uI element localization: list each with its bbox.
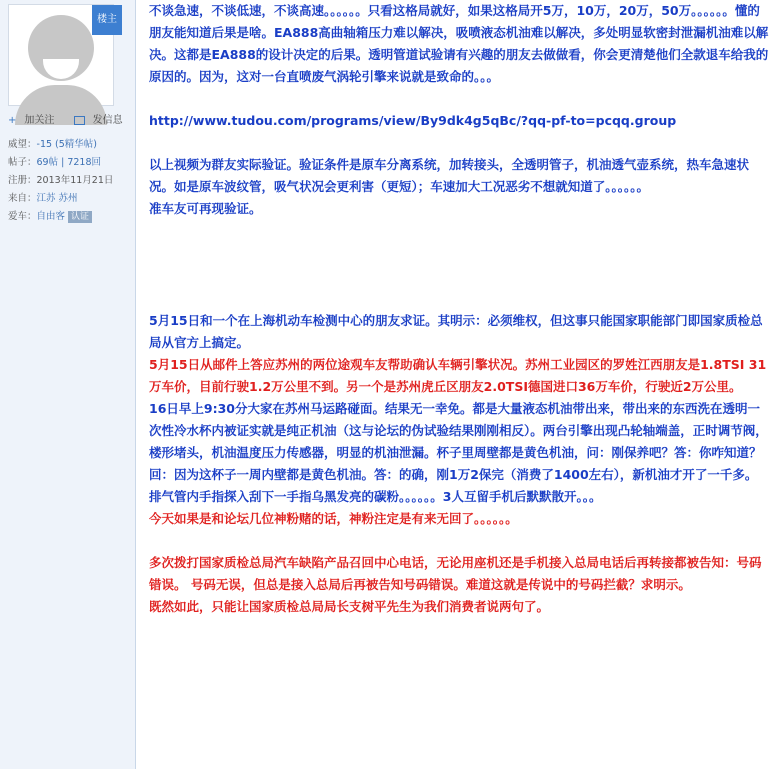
from-value[interactable]: 江苏 苏州 xyxy=(36,193,78,204)
message-button[interactable]: 发信息 xyxy=(74,115,131,126)
author-info xyxy=(8,136,113,226)
post-paragraph: 5月15日和一个在上海机动车检测中心的朋友求证。其明示：必须维权，但这事只能国家职能部门即国家质检总局从官方上搞定。 xyxy=(149,313,763,350)
post-paragraph: 16日早上9:30分大家在苏州马运路碰面。结果无一幸免。都是大量液态机油带出来，带出来的东西洗在透明一次性冷水杯内被证实就是纯正机油（这与论坛的伪试验结果刚刚相反）。两台引擎出现凸轮轴端盖，正时调节阀，楼形堵头，机油温度压力传感器，明显的机油泄漏。杯子里周壁都是黄色机油，问：刚保养吧？答：你咋知道？回：因为这杯子一周内壁都是黄色机油。答：的确，刚1万2保完（消费了1400左右），新机油才开了一千多。排气管内手指探入刮下一手指乌黑发亮的碳粉。。。。。。3人互留手机后默默散开。。。 xyxy=(149,401,768,504)
follow-button[interactable]: + 加关注 xyxy=(8,115,55,126)
post-paragraph: 准车友可再现验证。 xyxy=(149,201,262,216)
mail-icon xyxy=(74,116,85,125)
post-paragraph: 以上视频为群友实际验证。验证条件是原车分离系统，加转接头，全透明管子，机油透气壶系统，热车急速状况。如是原车波纹管，吸气状况会更利害（更短）；车速加大工况恶劣不想就知道了。。。。。。 xyxy=(149,157,750,194)
plus-icon: + xyxy=(8,115,17,126)
car-value[interactable]: 自由客 xyxy=(36,211,66,222)
author-sidebar xyxy=(0,0,136,769)
post-paragraph: 今天如果是和论坛几位神粉赌的话，神粉注定是有来无回了。。。。。。 xyxy=(149,511,518,526)
avatar[interactable] xyxy=(8,4,117,106)
op-badge: 楼主 xyxy=(92,5,122,35)
registered-value: 2013年11月21日 xyxy=(36,175,114,186)
post-paragraph: 不谈急速，不谈低速，不谈高速。。。。。。只看这格局就好，如果这格局开5万，10万，20万，50万。。。。。。懂的朋友能知道后果是啥。EA888高曲轴箱压力难以解决，吸喷液态机油难以解决，多处明显软密封泄漏机油难以解决。这都是EA888的设计决定的后果。透明管道试验请有兴趣的朋友去做做看，你会更清楚他们全款退车给我的原因的。因为，这对一台直喷废气涡轮引擎来说就是致命的。。。 xyxy=(149,3,769,84)
posts-value[interactable]: 69帖 | 7218回 xyxy=(36,157,102,168)
video-link[interactable]: http://www.tudou.com/programs/view/By9dk4g5qBc/?qq-pf-to=pcqq.group xyxy=(149,113,677,128)
from-row: 来自：江苏 苏州 xyxy=(8,193,78,204)
posts-row: 帖子：69帖 | 7218回 xyxy=(8,157,102,168)
post-paragraph: 多次拨打国家质检总局汽车缺陷产品召回中心电话，无论用座机还是手机接入总局电话后再转接都被告知：号码错误。 号码无误，但总是接入总局后再被告知号码错误。难道这就是传说中的号码拦截？求明示。 xyxy=(149,555,762,592)
post-paragraph: 5月15日从邮件上答应苏州的两位途观车友帮助确认车辆引擎状况。苏州工业园区的罗姓江西朋友是1.8TSI 31万车价，目前行驶1.2万公里不到。另一个是苏州虎丘区朋友2.0TSI德国进口36万车价，行驶近2万公里。 xyxy=(149,357,767,394)
prestige-value[interactable]: -15 (5精华帖) xyxy=(36,139,98,150)
post-paragraph: 既然如此，只能让国家质检总局局长支树平先生为我们消费者说两句了。 xyxy=(149,599,550,614)
prestige-row: 威望：-15 (5精华帖) xyxy=(8,139,98,150)
car-row: 爱车：自由客 认证 xyxy=(8,208,113,226)
author-actions xyxy=(8,111,139,126)
post-content xyxy=(149,0,769,618)
verified-tag: 认证 xyxy=(68,211,92,223)
registered-row: 注册：2013年11月21日 xyxy=(8,175,114,186)
